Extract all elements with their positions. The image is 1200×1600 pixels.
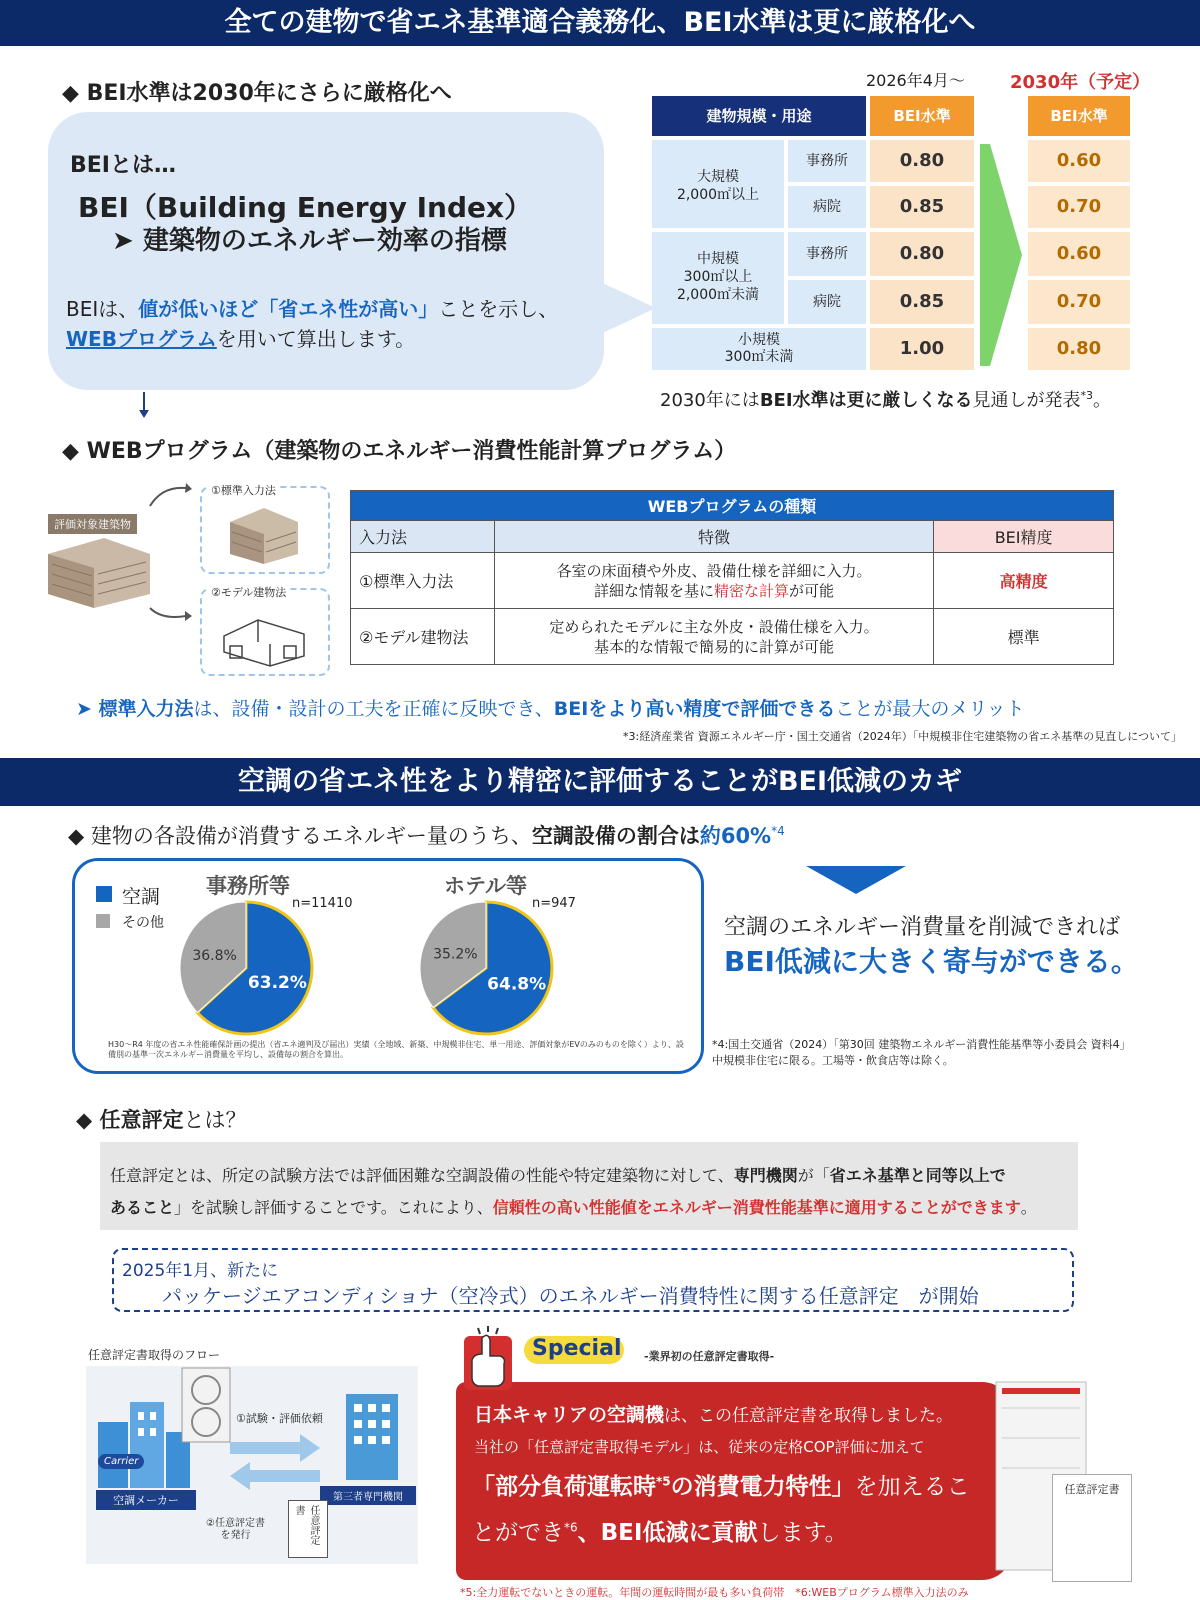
- flow-step2: ②任意評定書 を発行: [206, 1518, 265, 1541]
- special-line4: とができ$^{*6}$、BEI低減に貢献します。: [472, 1520, 848, 1546]
- section-web-title: ◆ WEBプログラム（建築物のエネルギー消費性能計算プログラム）: [62, 439, 737, 464]
- wp-row1-feature: 各室の床面積や外皮、設備仕様を詳細に入力。 詳細な情報を基に精密な計算が可能: [494, 553, 933, 609]
- down-triangle-icon: [806, 866, 906, 896]
- bei-2030-small: 0.80: [1028, 328, 1130, 370]
- bei-2030-medium-hospital: 0.70: [1028, 280, 1130, 324]
- new-evaluation-title: パッケージエアコンディショナ（空冷式）のエネルギー消費特性に関する任意評定 が開始: [162, 1284, 979, 1308]
- wp-row1-accuracy: 高精度: [934, 553, 1114, 609]
- cell-office-medium: 事務所: [788, 232, 866, 276]
- pie-chart-office: [176, 898, 316, 1038]
- bei-2026-large-office: 0.80: [870, 140, 974, 182]
- cell-hospital-medium: 病院: [788, 280, 866, 324]
- cell-office-large: 事務所: [788, 140, 866, 182]
- cell-hospital-large: 病院: [788, 186, 866, 228]
- evaluation-certificate-icon: 任意評定書: [1052, 1474, 1132, 1582]
- model-building-icon: [218, 606, 310, 668]
- maker-label: 空調メーカー: [96, 1490, 196, 1510]
- col-bei-2026: BEI水準: [870, 96, 974, 136]
- footnote-4b: 中規模非住宅に限る。工場等・飲食店等は除く。: [712, 1054, 954, 1067]
- footnote-3: *3:経済産業省 資源エネルギー庁・国土交通省（2024年）「中規模非住宅建築物の省エネ基準の見直しについて」: [623, 730, 1182, 743]
- bubble-heading: BEIとは…: [70, 153, 176, 178]
- org-label: 第三者専門機関: [320, 1486, 416, 1505]
- standard-method-label: ①標準入力法: [208, 482, 279, 498]
- reduce-line1: 空調のエネルギー消費量を削減できれば: [724, 915, 1121, 940]
- merit-line: ➤ 標準入力法は、設備・設計の工夫を正確に反映でき、BEIをより高い精度で評価できることが最大のメリット: [76, 698, 1025, 720]
- row-large: 大規模 2,000㎡以上: [652, 140, 784, 228]
- bubble-line1: BEI（Building Energy Index）: [78, 191, 533, 224]
- bubble-tail: [596, 280, 656, 336]
- new-evaluation-date: 2025年1月、新たに: [122, 1261, 279, 1281]
- green-arrow-icon: [976, 142, 1026, 368]
- nin-definition-text: 任意評定とは、所定の試験方法では評価困難な空調設備の性能や特定建築物に対して、専門機関が「省エネ基準と同等以上で あること」を試験し評価することです。これにより、信頼性の高い性能値をエネルギー消費性能基準に適用することができます。: [110, 1166, 1037, 1217]
- wp-col-accuracy: BEI精度: [934, 521, 1114, 553]
- legend-other-swatch: [96, 914, 110, 928]
- org-building-icon: [336, 1390, 408, 1480]
- wp-row2-accuracy: 標準: [934, 609, 1114, 665]
- pie-note: H30～R4 年度の省エネ性能確保計画の提出（省エネ適判及び届出）実績（全地域、新築、中規模非住宅、単一用途、評価対象がEVのみのものを除く）より、設備別の基準一次エネルギー消費量を平均し、設備毎の割合を算出。: [108, 1040, 684, 1059]
- special-word: Special: [532, 1336, 622, 1361]
- section-nin-title: ◆ 任意評定とは？: [76, 1108, 247, 1132]
- building-icon: [44, 534, 154, 610]
- col-bei-2030: BEI水準: [1028, 96, 1130, 136]
- pie2-title: ホテル等: [444, 874, 527, 898]
- top-banner: 全ての建物で省エネ基準適合義務化、BEI水準は更に厳格化へ: [0, 0, 1200, 46]
- legend-ac-swatch: [96, 886, 112, 902]
- pointing-hand-icon: [462, 1324, 514, 1392]
- bubble-body: BEIは、値が低いほど「省エネ性が高い」ことを示し、 WEBプログラムを用いて算出します。: [66, 297, 559, 351]
- special-sub: -業界初の任意評定書取得-: [644, 1350, 775, 1363]
- arrow-to-standard-icon: [148, 480, 192, 510]
- target-building-label: 評価対象建築物: [48, 514, 137, 534]
- section-bei-title: ◆ BEI水準は2030年にさらに厳格化へ: [62, 81, 452, 106]
- label-2026: 2026年4月～: [866, 71, 965, 90]
- legend-ac-label: 空調: [122, 886, 161, 908]
- section-ac-share: ◆ 建物の各設備が消費するエネルギー量のうち、空調設備の割合は約60%$^{*4}$: [68, 824, 785, 848]
- exchange-arrows-icon: [220, 1432, 330, 1492]
- pie-label-other: 35.2%: [433, 946, 478, 963]
- wp-row1-name: ①標準入力法: [351, 553, 495, 609]
- detailed-building-icon: [226, 504, 302, 566]
- wp-col-feature: 特徴: [494, 521, 933, 553]
- wp-row2-feature: 定められたモデルに主な外皮・設備仕様を入力。 基本的な情報で簡易的に計算が可能: [494, 609, 933, 665]
- flow-step1: ①試験・評価依頼: [236, 1412, 323, 1425]
- bei-2026-large-hospital: 0.85: [870, 186, 974, 228]
- pie-label-ac: 64.8%: [487, 974, 547, 995]
- bubble-line2: ➤ 建築物のエネルギー効率の指標: [112, 226, 507, 256]
- row-small: 小規模 300㎡未満: [652, 328, 866, 370]
- bei-2026-medium-hospital: 0.85: [870, 280, 974, 324]
- flow-title: 任意評定書取得のフロー: [88, 1348, 221, 1362]
- row-medium: 中規模 300㎡以上 2,000㎡未満: [652, 232, 784, 324]
- reduce-line2: BEI低減に大きく寄与ができる。: [724, 945, 1139, 978]
- pie-chart-hotel: [416, 898, 556, 1038]
- wp-col-method: 入力法: [351, 521, 495, 553]
- col-scale-header: 建物規模・用途: [652, 96, 866, 136]
- bei-2030-large-office: 0.60: [1028, 140, 1130, 182]
- arrow-to-model-icon: [148, 604, 192, 624]
- wp-row2-name: ②モデル建物法: [351, 609, 495, 665]
- evaluation-document-icon: 任意評定書: [288, 1500, 328, 1558]
- maker-building-icon: [94, 1392, 194, 1492]
- pie2-n: n=947: [532, 896, 576, 911]
- pie1-n: n=11410: [292, 896, 353, 911]
- mid-banner: 空調の省エネ性をより精密に評価することがBEI低減のカギ: [0, 758, 1200, 806]
- carrier-logo: Carrier: [98, 1454, 144, 1469]
- bei-2030-medium-office: 0.60: [1028, 232, 1130, 276]
- pie-label-other: 36.8%: [192, 948, 237, 965]
- legend-other-label: その他: [122, 915, 164, 931]
- label-2030: 2030年（予定）: [1010, 72, 1151, 93]
- bei-2026-small: 1.00: [870, 328, 974, 370]
- wp-table-title: WEBプログラムの種類: [351, 491, 1114, 521]
- model-method-label: ②モデル建物法: [208, 584, 289, 600]
- footnote-4a: *4:国土交通省（2024）「第30回 建築物エネルギー消費性能基準等小委員会 資料4」: [712, 1038, 1131, 1051]
- bubble-arrow-head: [139, 410, 149, 418]
- bei-2030-large-hospital: 0.70: [1028, 186, 1130, 228]
- special-line1: 日本キャリアの空調機は、この任意評定書を取得しました。: [474, 1404, 954, 1426]
- footnote-56: *5:全力運転でないときの運転。年間の運転時間が最も多い負荷帯 *6:WEBプログラム標準入力法のみ: [460, 1586, 969, 1599]
- special-line3: 「部分負荷運転時$^{*5}$の消費電力特性」を加えるこ: [472, 1474, 970, 1500]
- web-program-link[interactable]: WEBプログラム: [66, 327, 217, 351]
- pie1-title: 事務所等: [206, 874, 290, 898]
- bei-note: 2030年にはBEI水準は更に厳しくなる見通しが発表$^{*3}$。: [660, 389, 1112, 411]
- web-program-table: [350, 490, 1114, 665]
- bei-2026-medium-office: 0.80: [870, 232, 974, 276]
- special-line2: 当社の「任意評定書取得モデル」は、従来の定格COP評価に加えて: [474, 1438, 925, 1456]
- pie-label-ac: 63.2%: [247, 972, 307, 993]
